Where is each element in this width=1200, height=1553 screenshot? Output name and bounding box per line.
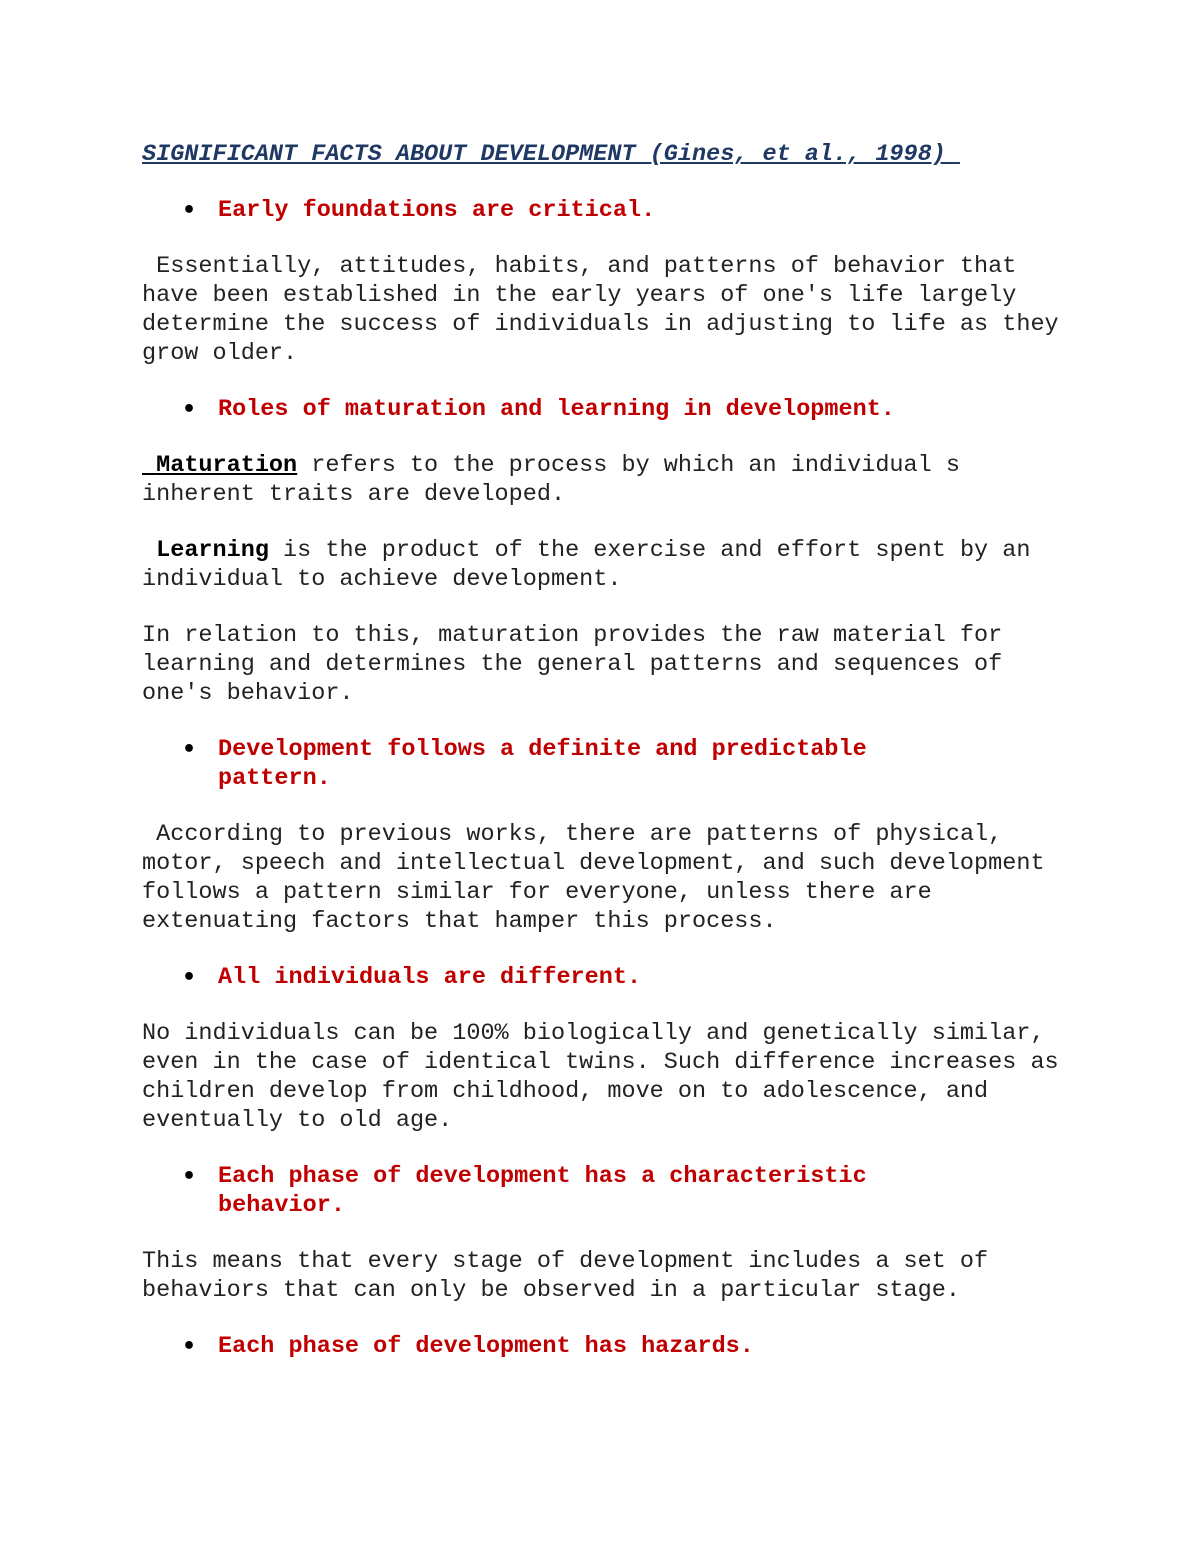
bullet-icon: • — [182, 965, 197, 990]
term-learning: Learning — [142, 537, 269, 564]
paragraph: According to previous works, there are patterns of physical, motor, speech and intellectual development, and such development follows a pattern similar for everyone, unless there are extenuating factors that hamper this process. — [142, 821, 1059, 935]
document-page — [142, 140, 1072, 1388]
definition-learning: is the product of the exercise and effort spent by an individual to achieve development. — [142, 537, 1045, 593]
bullet-heading-early-foundations — [142, 196, 958, 225]
paragraph-relation: In relation to this, maturation provides the raw material for learning and determines the general patterns and sequences of one's behavior. — [142, 622, 1017, 707]
bullet-icon: • — [182, 1164, 197, 1189]
bullet-heading-text: All individuals are different. — [218, 964, 642, 991]
bullet-icon: • — [182, 1334, 197, 1359]
document-title: SIGNIFICANT FACTS ABOUT DEVELOPMENT (Gines, et al., 1998) — [142, 141, 960, 168]
paragraph-learning — [142, 536, 1072, 594]
bullet-heading-text: Each phase of development has hazards. — [218, 1333, 754, 1360]
paragraph: Essentially, attitudes, habits, and patterns of behavior that have been established in the early years of one's life largely determine the success of individuals in adjusting to life as they grow older. — [142, 253, 1073, 367]
bullet-heading-text: Early foundations are critical. — [218, 197, 656, 224]
bullet-heading-maturation-learning — [142, 395, 958, 424]
bullet-heading-individuals-different — [142, 963, 958, 992]
definition-maturation: refers to the process by which an individual s inherent traits are developed. — [142, 452, 975, 508]
bullet-heading-text: Roles of maturation and learning in development. — [218, 396, 895, 423]
bullet-icon: • — [182, 198, 197, 223]
bullet-heading-text: Each phase of development has a characteristic behavior. — [218, 1163, 867, 1219]
bullet-heading-hazards — [142, 1332, 958, 1361]
term-maturation: Maturation — [142, 452, 298, 479]
bullet-icon: • — [182, 737, 197, 762]
paragraph: No individuals can be 100% biologically and genetically similar, even in the case of identical twins. Such difference increases as children develop from childhood, move on to adolescence, and eventually to old age. — [142, 1020, 1073, 1134]
paragraph: This means that every stage of development includes a set of behaviors that can only be observed in a particular stage. — [142, 1248, 1003, 1304]
bullet-icon: • — [182, 397, 197, 422]
paragraph-maturation — [142, 451, 1072, 509]
bullet-heading-predictable-pattern — [142, 735, 958, 793]
bullet-heading-text: Development follows a definite and predictable pattern. — [218, 736, 867, 792]
bullet-heading-characteristic-behavior — [142, 1162, 958, 1220]
